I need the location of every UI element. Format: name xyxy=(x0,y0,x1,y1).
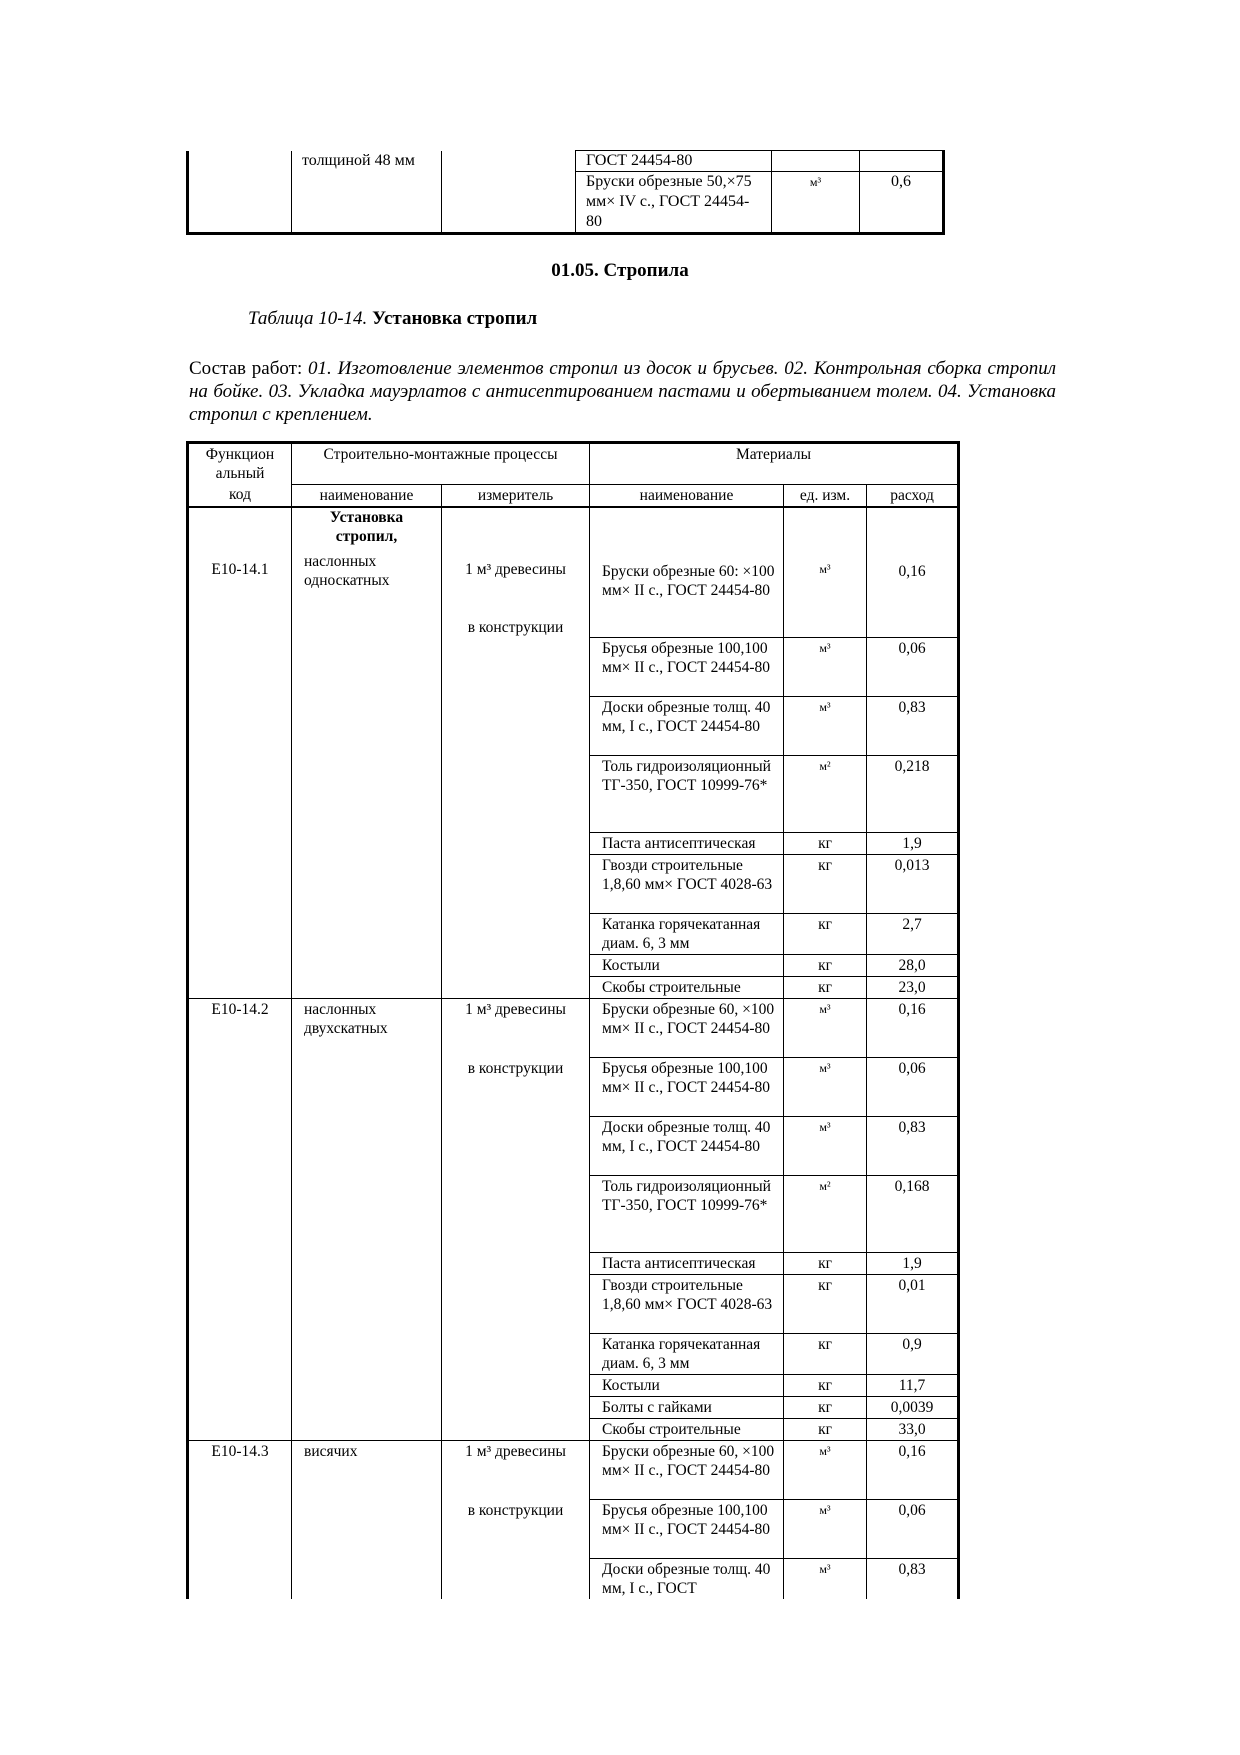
material-name: Болты с гайками xyxy=(590,1397,784,1419)
work-composition-text: 01. Изготовление элементов стропил из досок и брусьев. 02. Контрольная сборка стропил на бойке. 03. Укладка мауэрлатов с антисептированием пастами и обертыванием толем. 04. Установка стропил с креплением. xyxy=(189,358,1057,425)
table-caption-title: Установка стропил xyxy=(372,308,538,329)
material-unit: кг xyxy=(784,833,867,855)
material-value: 0,9 xyxy=(867,1334,959,1375)
section-title: 01.05. Стропила xyxy=(551,260,689,281)
material-value: 0,013 xyxy=(867,855,959,914)
material-value: 0,06 xyxy=(867,638,959,697)
material-name: Доски обрезные толщ. 40 мм, I с., ГОСТ 24454-80 xyxy=(590,1117,784,1176)
table-caption xyxy=(248,308,537,330)
material-name: Паста антисептическая xyxy=(590,833,784,855)
material-name: Бруски обрезные 60, ×100 мм× II с., ГОСТ 24454-80 xyxy=(590,1441,784,1500)
group-code: Е10-14.2 xyxy=(188,999,292,1058)
material-unit: кг xyxy=(784,955,867,977)
header-material-name: наименование xyxy=(590,484,784,507)
material-unit: м³ xyxy=(784,507,867,638)
material-name: Гвозди строительные 1,8,60 мм× ГОСТ 4028-63 xyxy=(590,855,784,914)
material-name: Скобы строительные xyxy=(590,977,784,999)
material-unit: кг xyxy=(784,1253,867,1275)
header-meter: измеритель xyxy=(442,484,590,507)
work-composition-prefix: Состав работ: xyxy=(189,358,309,379)
material-value: 0,0039 xyxy=(867,1397,959,1419)
material-value: 0,168 xyxy=(867,1176,959,1253)
group-name: наслонных односкатных xyxy=(304,552,390,589)
material-name: Гвозди строительные 1,8,60 мм× ГОСТ 4028-63 xyxy=(590,1275,784,1334)
material-value: 0,83 xyxy=(867,1559,959,1600)
material-unit: м³ xyxy=(784,1117,867,1176)
material-value: 0,06 xyxy=(867,1500,959,1559)
material-name: Толь гидроизоляционный ТГ-350, ГОСТ 10999-76* xyxy=(590,756,784,833)
material-name: Бруски обрезные 60: ×100 мм× II с., ГОСТ 24454-80 xyxy=(590,507,784,638)
material-unit: кг xyxy=(784,977,867,999)
header-func-code-2: код xyxy=(188,484,292,507)
group-code: Е10-14.1 xyxy=(188,507,292,638)
material-value: 0,16 xyxy=(867,507,959,638)
fragment-material-cell: Бруски обрезные 50,×75 мм× IV с., ГОСТ 24454-80 xyxy=(576,172,772,234)
fragment-unit-cell xyxy=(772,151,860,172)
material-name: Доски обрезные толщ. 40 мм, I с., ГОСТ 24454-80 xyxy=(590,697,784,756)
meter-line-1: 1 м³ древесины xyxy=(442,1441,590,1500)
previous-table-fragment xyxy=(186,150,945,235)
work-composition xyxy=(189,357,1056,426)
material-value: 0,218 xyxy=(867,756,959,833)
material-name: Брусья обрезные 100,100 мм× II с., ГОСТ 24454-80 xyxy=(590,1058,784,1117)
material-value: 2,7 xyxy=(867,914,959,955)
material-unit: кг xyxy=(784,855,867,914)
material-unit: м³ xyxy=(784,999,867,1058)
material-name: Бруски обрезные 60, ×100 мм× II с., ГОСТ 24454-80 xyxy=(590,999,784,1058)
header-unit: ед. изм. xyxy=(784,484,867,507)
material-name: Толь гидроизоляционный ТГ-350, ГОСТ 10999-76* xyxy=(590,1176,784,1253)
material-value: 33,0 xyxy=(867,1419,959,1441)
material-unit: кг xyxy=(784,1334,867,1375)
material-value: 0,83 xyxy=(867,1117,959,1176)
header-consumption: расход xyxy=(867,484,959,507)
material-value: 0,06 xyxy=(867,1058,959,1117)
material-value: 0,16 xyxy=(867,999,959,1058)
group-name: висячих xyxy=(292,1441,442,1500)
material-unit: м² xyxy=(784,1176,867,1253)
material-name: Паста антисептическая xyxy=(590,1253,784,1275)
material-value: 28,0 xyxy=(867,955,959,977)
material-name: Скобы строительные xyxy=(590,1419,784,1441)
material-value: 23,0 xyxy=(867,977,959,999)
fragment-name-cell: толщиной 48 мм xyxy=(292,151,442,172)
material-name: Брусья обрезные 100,100 мм× II с., ГОСТ 24454-80 xyxy=(590,638,784,697)
material-unit: м³ xyxy=(784,697,867,756)
meter-line-2: в конструкции xyxy=(442,1058,590,1441)
material-unit: м³ xyxy=(784,1559,867,1600)
material-unit: кг xyxy=(784,1419,867,1441)
fragment-code-cell xyxy=(188,151,292,172)
material-value: 1,9 xyxy=(867,1253,959,1275)
header-func-code: Функцион альный xyxy=(188,443,292,485)
material-value: 0,16 xyxy=(867,1441,959,1500)
material-name: Катанка горячекатанная диам. 6, 3 мм xyxy=(590,1334,784,1375)
table-caption-label: Таблица 10-14. xyxy=(248,308,368,329)
material-name: Доски обрезные толщ. 40 мм, I с., ГОСТ xyxy=(590,1559,784,1600)
material-value: 11,7 xyxy=(867,1375,959,1397)
header-processes: Строительно-монтажные процессы xyxy=(292,443,590,485)
material-name: Костыли xyxy=(590,1375,784,1397)
fragment-value-cell xyxy=(860,151,944,172)
meter-line-1: 1 м³ древесины xyxy=(442,999,590,1058)
meter-cell xyxy=(442,507,590,638)
material-name: Костыли xyxy=(590,955,784,977)
material-unit: м² xyxy=(784,756,867,833)
group-name: наслонных двухскатных xyxy=(292,999,442,1058)
rafters-table xyxy=(186,441,960,1599)
meter-line-1: 1 м³ древесины xyxy=(465,560,566,578)
group-name-cell xyxy=(292,507,442,638)
group-code: Е10-14.3 xyxy=(188,1441,292,1500)
material-unit: м³ xyxy=(784,638,867,697)
material-unit: кг xyxy=(784,1375,867,1397)
fragment-meter-cell xyxy=(442,151,576,172)
header-materials: Материалы xyxy=(590,443,959,485)
fragment-material-cell: ГОСТ 24454-80 xyxy=(576,151,772,172)
material-value: 0,83 xyxy=(867,697,959,756)
fragment-unit-cell: м³ xyxy=(772,172,860,234)
material-value: 1,9 xyxy=(867,833,959,855)
material-value: 0,01 xyxy=(867,1275,959,1334)
material-unit: кг xyxy=(784,914,867,955)
material-unit: кг xyxy=(784,1275,867,1334)
material-unit: м³ xyxy=(784,1441,867,1500)
material-unit: кг xyxy=(784,1397,867,1419)
fragment-value-cell: 0,6 xyxy=(860,172,944,234)
group-title: Установка стропил, xyxy=(329,508,404,545)
material-unit: м³ xyxy=(784,1500,867,1559)
material-unit: м³ xyxy=(784,1058,867,1117)
material-name: Брусья обрезные 100,100 мм× II с., ГОСТ 24454-80 xyxy=(590,1500,784,1559)
header-name: наименование xyxy=(292,484,442,507)
meter-line-2: в конструкции xyxy=(442,1500,590,1600)
material-name: Катанка горячекатанная диам. 6, 3 мм xyxy=(590,914,784,955)
meter-line-2: в конструкции xyxy=(467,618,564,636)
